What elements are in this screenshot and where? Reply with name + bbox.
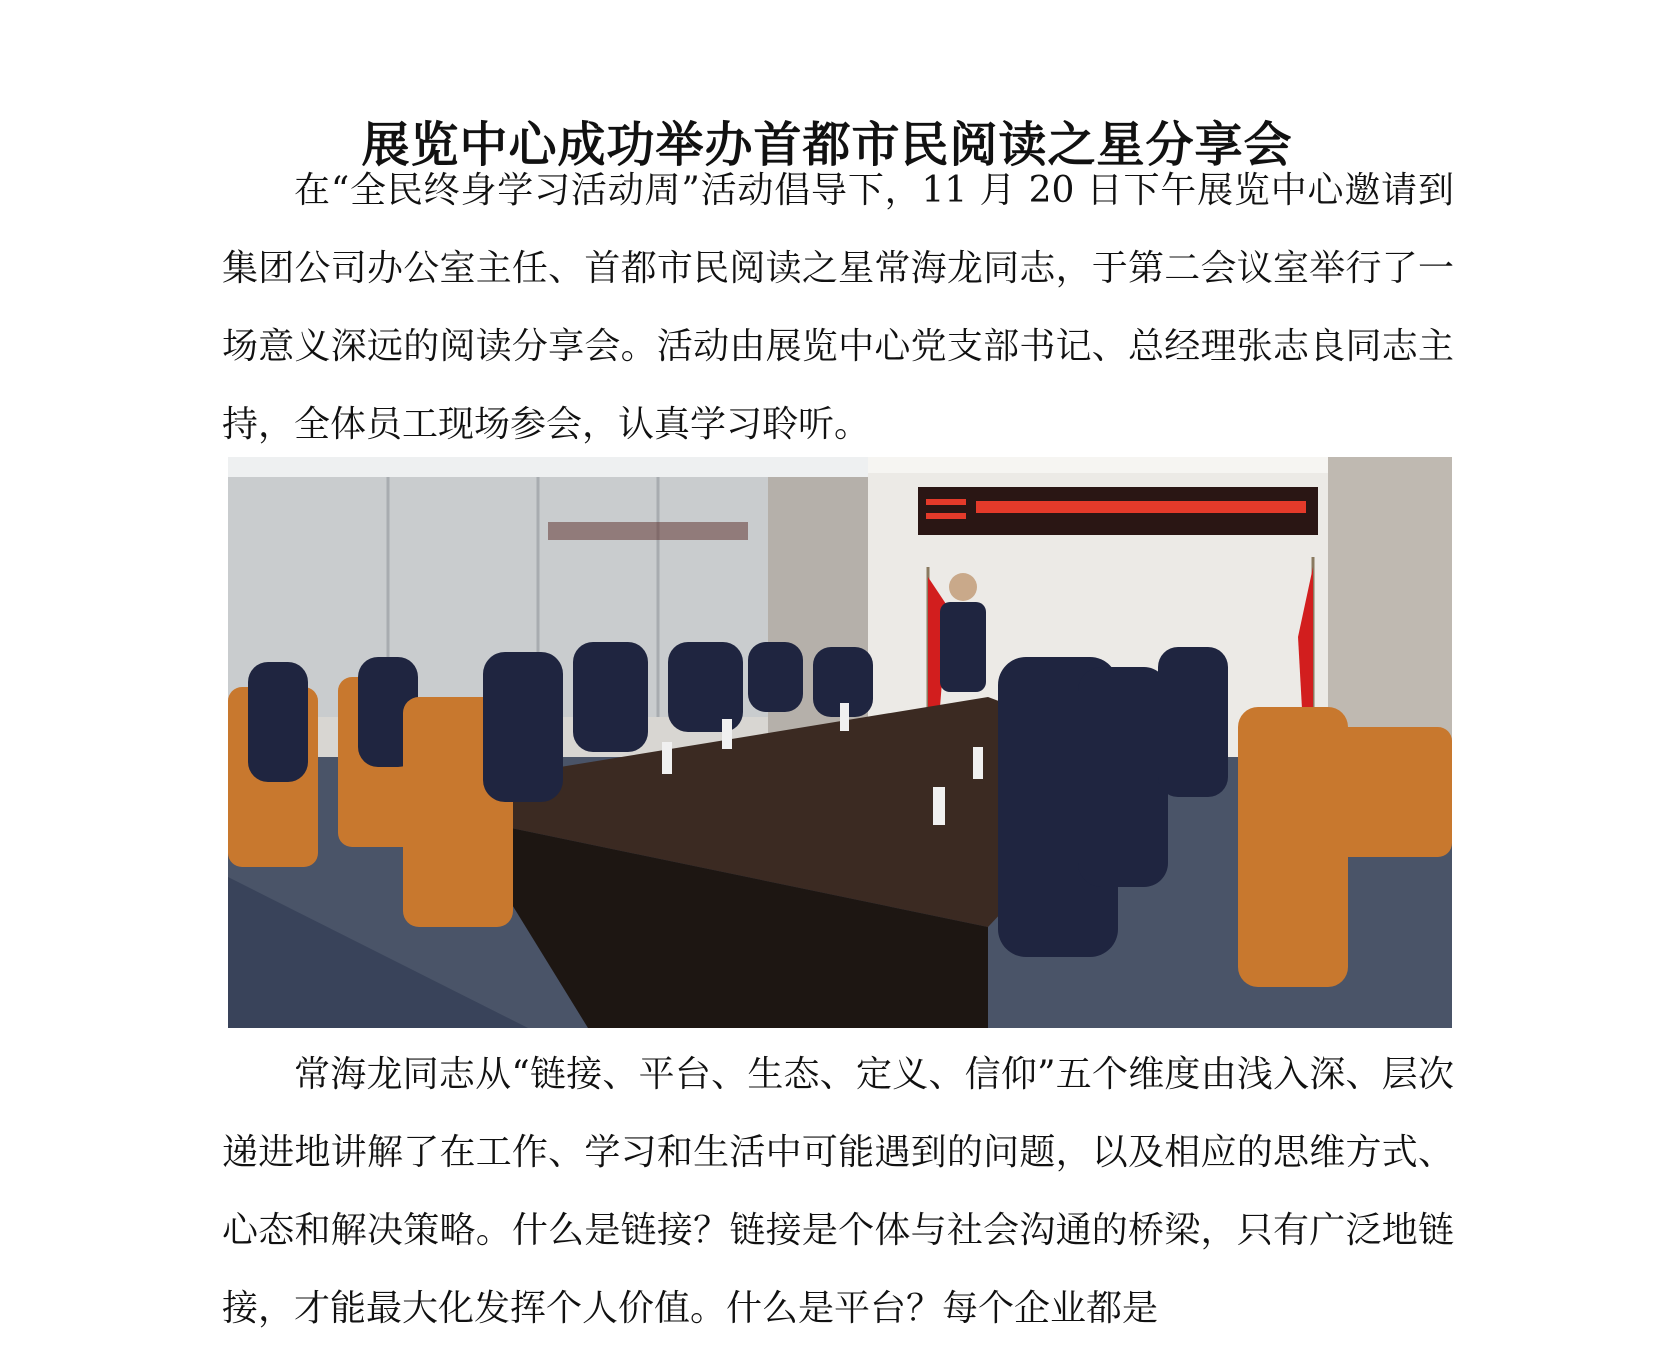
article-title: 展览中心成功举办首都市民阅读之星分享会: [361, 117, 1293, 174]
paragraph-2: 常海龙同志从“链接、平台、生态、定义、信仰”五个维度由浅入深、层次递进地讲解了在工作、学习和生活中可能遇到的问题，以及相应的思维方式、心态和解决策略。什么是链接？链接是个体与社会沟通的桥梁，只有广泛地链接，才能最大化发挥个人价值。什么是平台？每个企业都是: [222, 1054, 1454, 1329]
paragraph-1: 在“全民终身学习活动周”活动倡导下，11 月 20 日下午展览中心邀请到集团公司办公室主任、首都市民阅读之星常海龙同志，于第二会议室举行了一场意义深远的阅读分享会。活动由展览中心党支部书记、总经理张志良同志主持，全体员工现场参会，认真学习聆听。: [222, 170, 1454, 445]
meeting-room-photo: [228, 457, 1452, 1028]
